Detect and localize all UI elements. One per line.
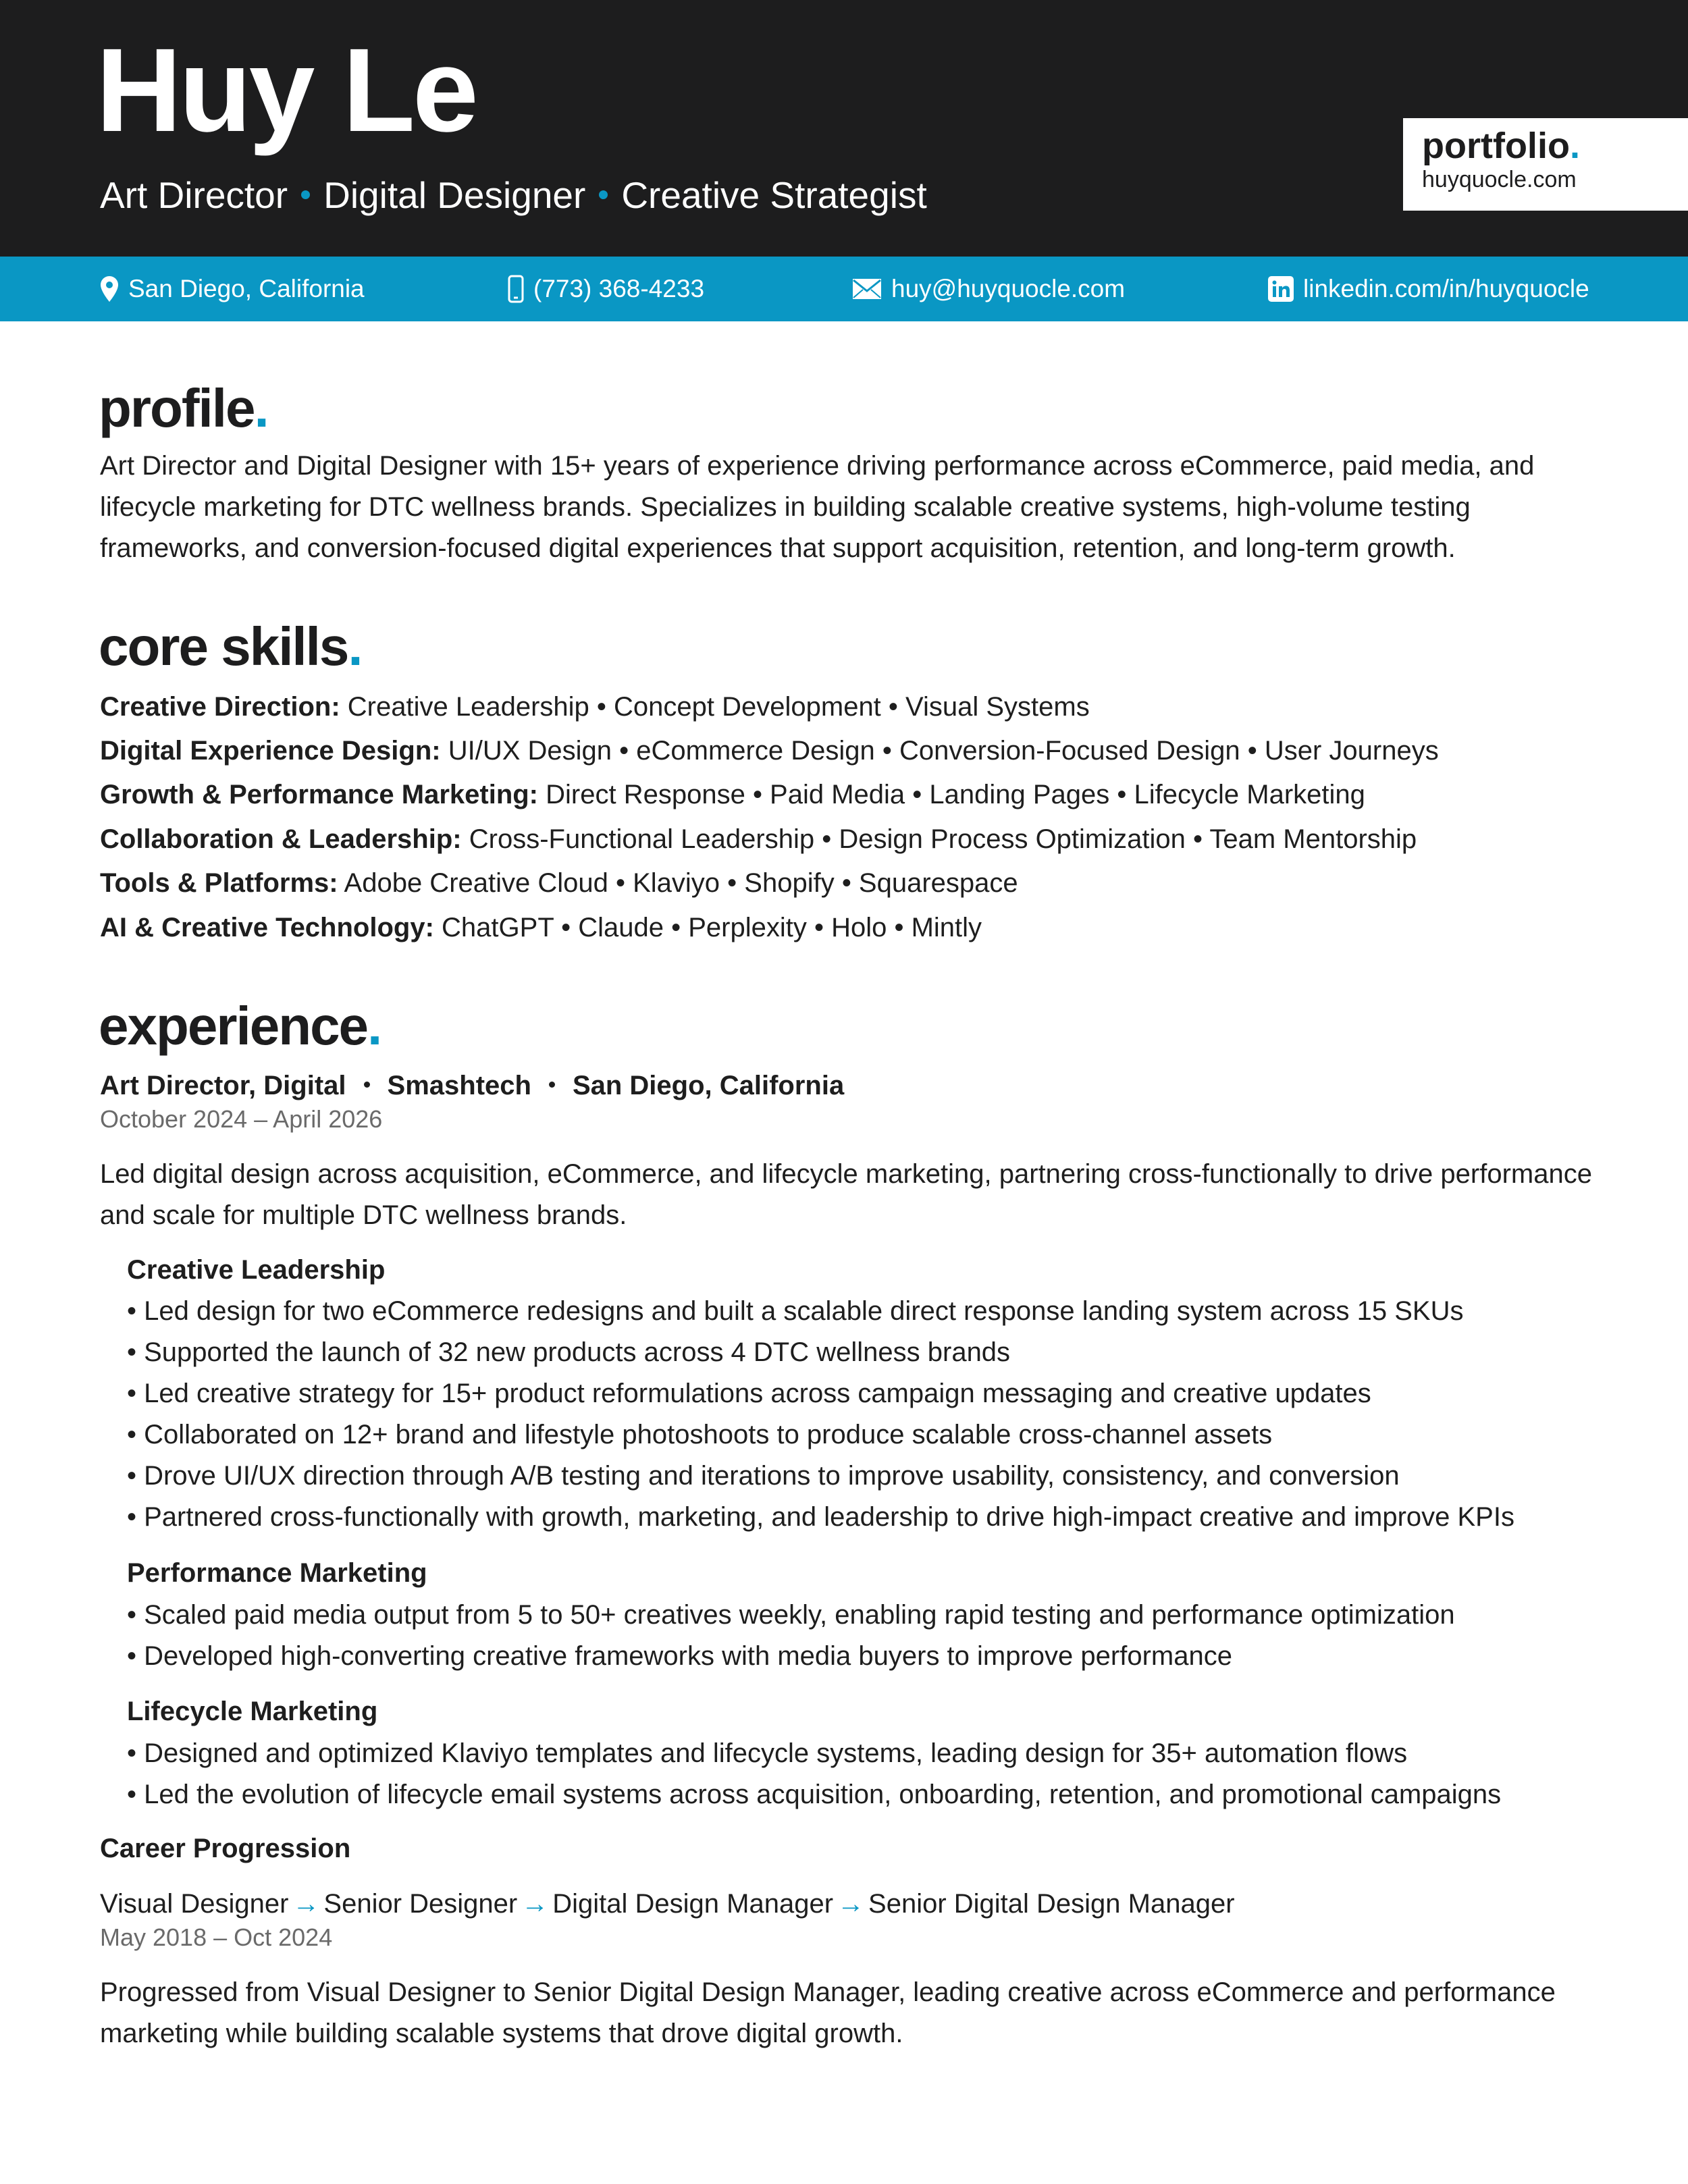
skills-heading: core skills. <box>99 616 362 676</box>
arrow-right-icon: → <box>292 1889 320 1919</box>
job-dates: October 2024 – April 2026 <box>100 1105 383 1133</box>
skill-row: Growth & Performance Marketing: Direct Response • Paid Media • Landing Pages • Lifecycle Marketing <box>100 780 1365 809</box>
list-item: • Partnered cross-functionally with growth, marketing, and leadership to drive high-impact creative and improve KPIs <box>127 1497 1514 1538</box>
phone-icon <box>508 275 524 303</box>
contact-linkedin[interactable]: linkedin.com/in/huyquocle <box>1268 257 1589 321</box>
tagline-title-3: Creative Strategist <box>621 174 927 216</box>
arrow-right-icon: → <box>837 1889 865 1919</box>
job-location: San Diego, California <box>572 1071 845 1100</box>
list-item: • Collaborated on 12+ brand and lifestyle photoshoots to produce scalable cross-channel assets <box>127 1414 1514 1456</box>
list-item: • Led creative strategy for 15+ product reformulations across campaign messaging and creative updates <box>127 1373 1514 1414</box>
header <box>0 0 1688 257</box>
career-step: Senior Designer <box>323 1889 518 1919</box>
portfolio-url[interactable]: huyquocle.com <box>1422 167 1577 193</box>
contact-bar <box>0 257 1688 321</box>
profile-heading: profile. <box>99 378 268 438</box>
envelope-icon <box>852 278 882 300</box>
tagline-title-1: Art Director <box>100 174 288 216</box>
arrow-right-icon: → <box>521 1889 549 1919</box>
career-dates: May 2018 – Oct 2024 <box>100 1923 333 1951</box>
list-item: • Designed and optimized Klaviyo templates and lifecycle systems, leading design for 35+ automation flows <box>127 1733 1501 1774</box>
map-pin-icon <box>100 275 119 302</box>
bullet-list <box>127 1291 1514 1538</box>
subsection-heading: Lifecycle Marketing <box>127 1697 378 1726</box>
portfolio-label: portfolio. <box>1422 126 1580 166</box>
separator-dot <box>599 190 608 199</box>
career-step: Digital Design Manager <box>552 1889 834 1919</box>
skill-row: Digital Experience Design: UI/UX Design • eCommerce Design • Conversion-Focused Design • User Journeys <box>100 736 1439 766</box>
career-summary: Progressed from Visual Designer to Senior Digital Design Manager, leading creative across eCommerce and performance marketing while building scalable systems that drove digital growth. <box>100 1977 1556 2048</box>
candidate-name: Huy Le <box>96 24 476 157</box>
list-item: • Supported the launch of 32 new products across 4 DTC wellness brands <box>127 1332 1514 1373</box>
separator-dot <box>549 1082 555 1088</box>
tagline-title-2: Digital Designer <box>323 174 586 216</box>
bullet-list <box>127 1595 1455 1677</box>
bullet-list <box>127 1733 1501 1815</box>
list-item: • Led the evolution of lifecycle email systems across acquisition, onboarding, retention, and promotional campaigns <box>127 1774 1501 1815</box>
list-item: • Drove UI/UX direction through A/B testing and iterations to improve usability, consistency, and conversion <box>127 1456 1514 1497</box>
skill-row: Creative Direction: Creative Leadership • Concept Development • Visual Systems <box>100 692 1090 722</box>
job-role: Art Director, Digital <box>100 1071 346 1100</box>
separator-dot <box>364 1082 370 1088</box>
profile-text: Art Director and Digital Designer with 15+ years of experience driving performance across eCommerce, paid media, and lifecycle marketing for DTC wellness brands. Specializes in building scalable creative systems, high-volume testing frameworks, and conversion-focused digital experiences that support acquisition, retention, and long-term growth. <box>100 451 1535 563</box>
skill-row: Collaboration & Leadership: Cross-Functional Leadership • Design Process Optimization • Team Mentorship <box>100 824 1417 854</box>
contact-email[interactable]: huy@huyquocle.com <box>852 257 1125 321</box>
job-company: Smashtech <box>387 1071 531 1100</box>
career-step: Senior Digital Design Manager <box>868 1889 1235 1919</box>
portfolio-box[interactable] <box>1403 118 1688 211</box>
job-summary: Led digital design across acquisition, eCommerce, and lifecycle marketing, partnering cross-functionally to drive performance and scale for multiple DTC wellness brands. <box>100 1159 1592 1230</box>
skill-row: Tools & Platforms: Adobe Creative Cloud • Klaviyo • Shopify • Squarespace <box>100 868 1018 898</box>
career-progression-heading: Career Progression <box>100 1834 351 1863</box>
list-item: • Led design for two eCommerce redesigns and built a scalable direct response landing system across 15 SKUs <box>127 1291 1514 1332</box>
career-progression-path <box>100 1887 1235 1921</box>
contact-phone[interactable]: (773) 368-4233 <box>508 257 704 321</box>
career-step: Visual Designer <box>100 1889 289 1919</box>
list-item: • Scaled paid media output from 5 to 50+ creatives weekly, enabling rapid testing and performance optimization <box>127 1595 1455 1636</box>
skill-row: AI & Creative Technology: ChatGPT • Claude • Perplexity • Holo • Mintly <box>100 913 982 942</box>
subsection-heading: Creative Leadership <box>127 1255 386 1285</box>
subsection-heading: Performance Marketing <box>127 1558 427 1588</box>
separator-dot <box>301 190 310 199</box>
tagline <box>100 174 927 217</box>
linkedin-icon <box>1268 276 1294 302</box>
contact-location: San Diego, California <box>100 257 365 321</box>
job-title <box>100 1069 844 1102</box>
experience-heading: experience. <box>99 996 381 1056</box>
list-item: • Developed high-converting creative frameworks with media buyers to improve performance <box>127 1636 1455 1677</box>
